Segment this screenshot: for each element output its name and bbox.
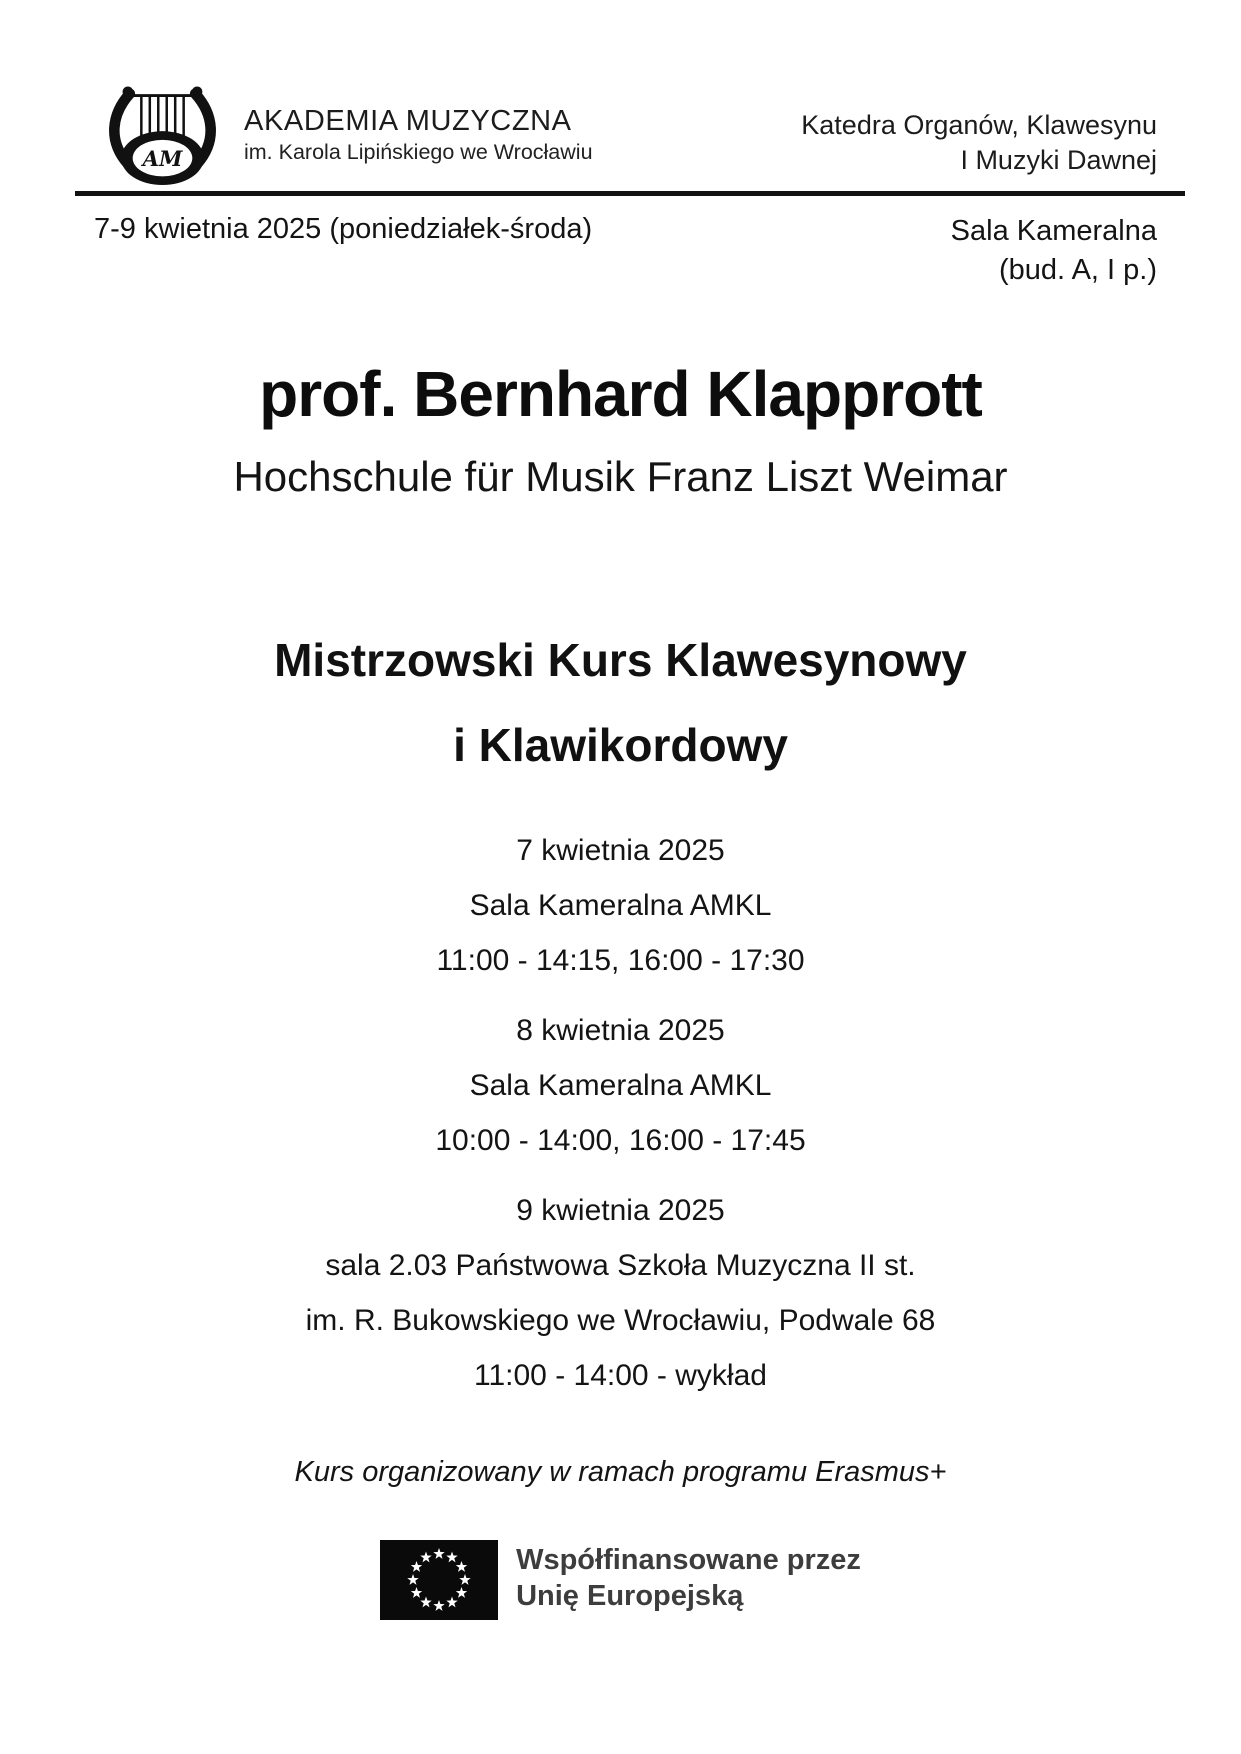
- course-title-line2: i Klawikordowy: [453, 719, 788, 771]
- schedule-2-hours: 10:00 - 14:00, 16:00 - 17:45: [435, 1124, 806, 1157]
- schedule-1-hours: 11:00 - 14:15, 16:00 - 17:30: [436, 944, 805, 977]
- academy-name: AKADEMIA MUZYCZNA: [244, 105, 572, 137]
- professor-name: prof. Bernhard Klapprott: [259, 358, 982, 430]
- department-line2: I Muzyki Dawnej: [960, 145, 1157, 175]
- schedule-2-venue: Sala Kameralna AMKL: [469, 1069, 772, 1102]
- eu-funding-text: [516, 1540, 861, 1614]
- schedule-1-venue: Sala Kameralna AMKL: [469, 889, 772, 922]
- department-line1: Katedra Organów, Klawesynu: [801, 110, 1157, 140]
- academy-subname: im. Karola Lipińskiego we Wrocławiu: [244, 140, 593, 164]
- event-dates: 7-9 kwietnia 2025 (poniedziałek-środa): [94, 213, 593, 245]
- professor-institution: Hochschule für Musik Franz Liszt Weimar: [233, 453, 1008, 500]
- venue-line2: (bud. A, I p.): [999, 254, 1157, 286]
- erasmus-note: Kurs organizowany w ramach programu Erasmus+: [294, 1456, 947, 1488]
- schedule-1-date: 7 kwietnia 2025: [516, 834, 725, 867]
- schedule-2-date: 8 kwietnia 2025: [516, 1014, 725, 1047]
- venue-line1: Sala Kameralna: [950, 215, 1157, 247]
- course-title-line1: Mistrzowski Kurs Klawesynowy: [274, 634, 967, 686]
- eu-funding-block: [0, 1540, 1241, 1620]
- schedule-3-venue2: im. R. Bukowskiego we Wrocławiu, Podwale 68: [305, 1304, 936, 1337]
- eu-funding-line1: Współfinansowane przez: [516, 1544, 861, 1576]
- eu-flag-icon: [380, 1540, 498, 1620]
- svg-text:AM: AM: [142, 145, 183, 171]
- schedule-3-hours: 11:00 - 14:00 - wykład: [474, 1359, 767, 1392]
- schedule-3-venue: sala 2.03 Państwowa Szkoła Muzyczna II st.: [325, 1249, 916, 1282]
- eu-funding-line2: Unię Europejską: [516, 1580, 744, 1612]
- schedule-3-date: 9 kwietnia 2025: [516, 1194, 725, 1227]
